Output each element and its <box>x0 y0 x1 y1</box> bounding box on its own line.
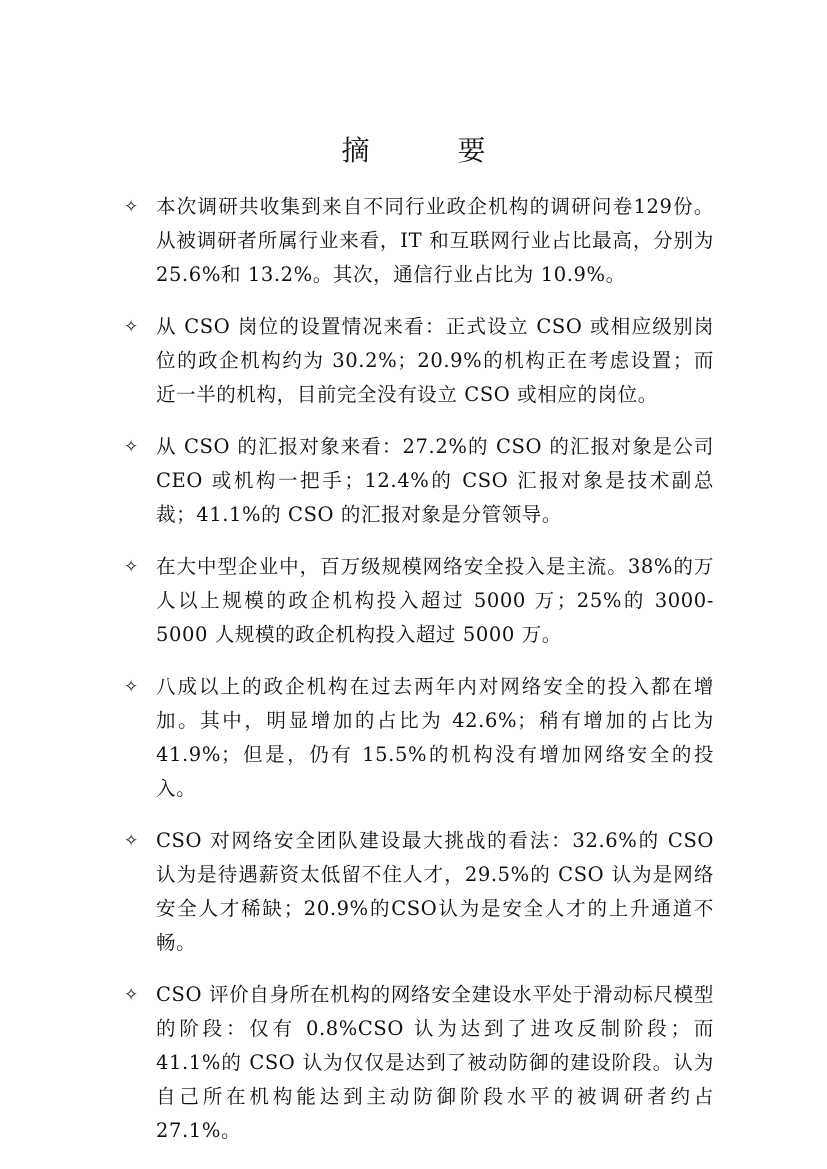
summary-item <box>124 670 714 806</box>
summary-item <box>124 430 714 532</box>
summary-item <box>124 550 714 652</box>
page-title: 摘 要 <box>341 133 516 167</box>
diamond-bullet-icon: ✧ <box>124 437 139 457</box>
diamond-bullet-icon: ✧ <box>124 985 139 1005</box>
summary-item <box>124 824 714 960</box>
diamond-bullet-icon: ✧ <box>124 317 139 337</box>
summary-bullet-list <box>124 190 714 1166</box>
summary-item-text: 从 CSO 岗位的设置情况来看：正式设立 CSO 或相应级别岗位的政企机构约为 30.2%；20.9%的机构正在考虑设置；而近一半的机构，目前完全没有设立 CSO 或相应的岗位。 <box>156 315 714 406</box>
summary-item <box>124 310 714 412</box>
diamond-bullet-icon: ✧ <box>124 557 139 577</box>
diamond-bullet-icon: ✧ <box>124 831 139 851</box>
summary-item-text: 从 CSO 的汇报对象来看：27.2%的 CSO 的汇报对象是公司 CEO 或机构一把手；12.4%的 CSO 汇报对象是技术副总裁；41.1%的 CSO 的汇报对象是分管领导。 <box>156 435 714 526</box>
summary-item-text: 在大中型企业中，百万级规模网络安全投入是主流。38%的万人以上规模的政企机构投入超过 5000 万；25%的 3000-5000 人规模的政企机构投入超过 5000 万。 <box>156 555 714 646</box>
summary-item-text: 本次调研共收集到来自不同行业政企机构的调研问卷129份。从被调研者所属行业来看，IT 和互联网行业占比最高，分别为 25.6%和 13.2%。其次，通信行业占比为 10.9%。 <box>156 195 714 286</box>
diamond-bullet-icon: ✧ <box>124 197 139 217</box>
summary-item-text: 八成以上的政企机构在过去两年内对网络安全的投入都在增加。其中，明显增加的占比为 42.6%；稍有增加的占比为 41.9%；但是，仍有 15.5%的机构没有增加网络安全的投入。 <box>156 675 714 800</box>
summary-item <box>124 978 714 1148</box>
summary-item-text: CSO 评价自身所在机构的网络安全建设水平处于滑动标尺模型的阶段：仅有 0.8%CSO 认为达到了进攻反制阶段；而 41.1%的 CSO 认为仅仅是达到了被动防御的建设阶段。认为自己所在机构能达到主动防御阶段水平的被调研者约占 27.1%。 <box>156 983 714 1142</box>
diamond-bullet-icon: ✧ <box>124 677 139 697</box>
summary-item <box>124 190 714 292</box>
summary-item-text: CSO 对网络安全团队建设最大挑战的看法：32.6%的 CSO 认为是待遇薪资太低留不住人才，29.5%的 CSO 认为是网络安全人才稀缺；20.9%的CSO认为是安全人才的上升通道不畅。 <box>156 829 714 954</box>
